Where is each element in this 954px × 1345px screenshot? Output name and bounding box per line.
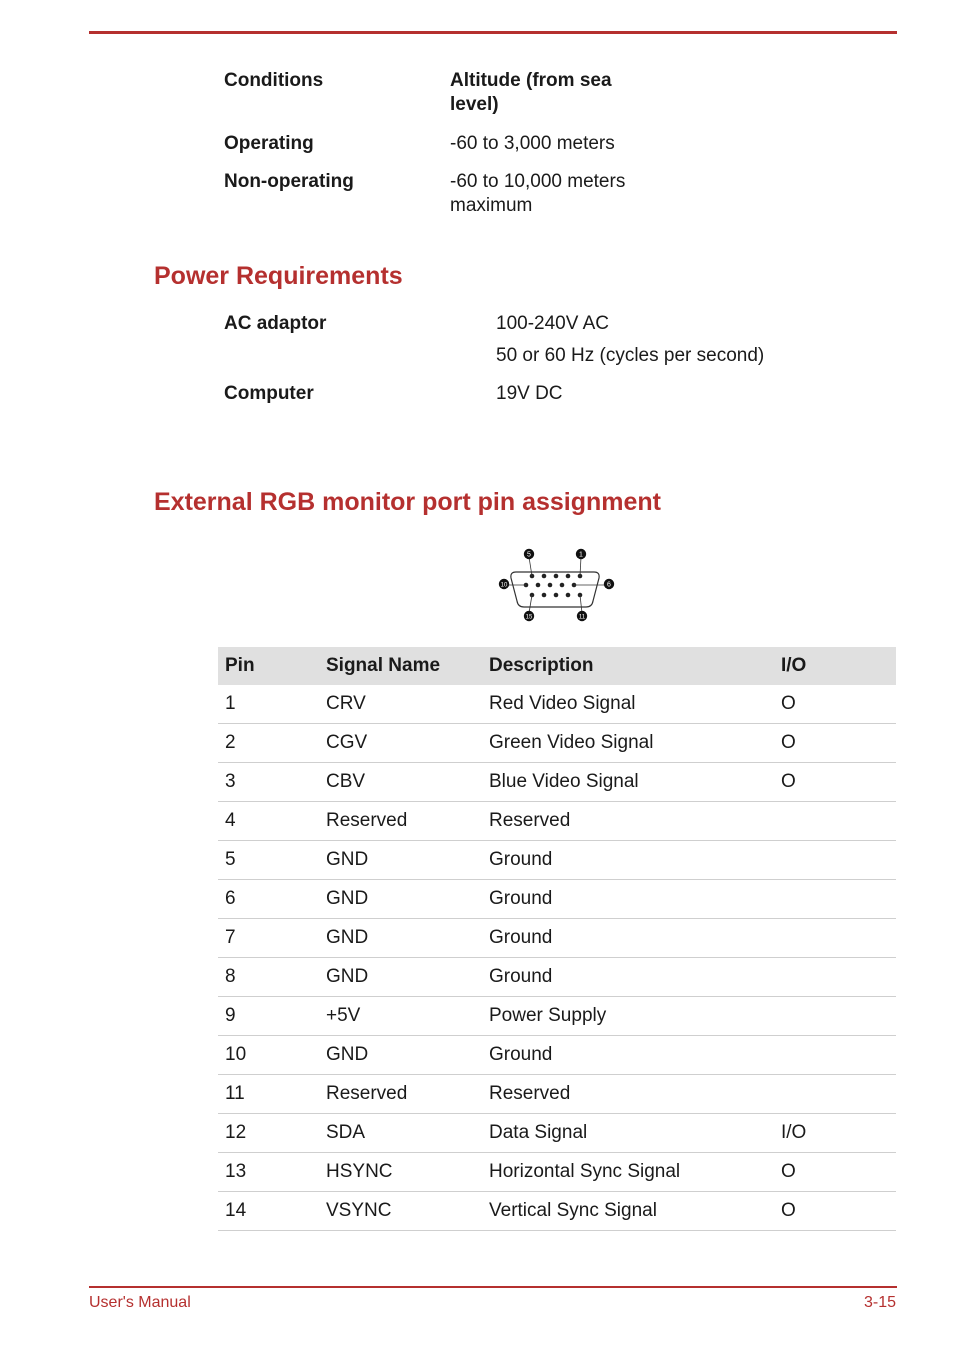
cell-io: I/O [774,1114,896,1153]
column-header-signal-name: Signal Name [319,647,482,685]
table-row [218,997,896,1036]
column-header-pin: Pin [218,647,319,685]
cell-signal-name: CBV [319,763,482,802]
cell-signal-name: VSYNC [319,1192,482,1231]
cell-description: Blue Video Signal [482,763,774,802]
table-row [218,1036,896,1075]
cell-signal-name: CRV [319,685,482,724]
column-header-io: I/O [774,647,896,685]
cell-pin: 9 [218,997,319,1036]
column-header-description: Description [482,647,774,685]
conditions-row-value: -60 to 3,000 meters [450,133,615,154]
conditions-header-value: Altitude (from sea level) [450,70,612,115]
cell-pin: 7 [218,919,319,958]
power-computer-label: Computer [224,383,314,404]
cell-signal-name: Reserved [319,1075,482,1114]
cell-description: Ground [482,841,774,880]
pin-11-label: 11 [578,614,586,621]
cell-signal-name: Reserved [319,802,482,841]
pin-10-badge [499,579,509,589]
power-ac-value-1: 100-240V AC [496,313,610,334]
pin-dot [536,583,541,588]
pin-dot [566,593,571,598]
cell-pin: 4 [218,802,319,841]
pin-5-badge [524,549,534,559]
cell-description: Reserved [482,802,774,841]
pin-15-label: 15 [525,614,533,621]
pin-6-label: 6 [607,581,611,589]
table-row [218,802,896,841]
table-row [218,685,896,724]
rgb-port-heading: External RGB monitor port pin assignment [154,488,661,516]
top-rule [89,31,897,34]
cell-description: Vertical Sync Signal [482,1192,774,1231]
cell-pin: 8 [218,958,319,997]
cell-pin: 12 [218,1114,319,1153]
cell-io: O [774,685,896,724]
pin-11-badge [577,611,587,621]
cell-io: O [774,763,896,802]
leader-line [580,595,582,613]
pin-dot [554,574,559,579]
cell-signal-name: GND [319,958,482,997]
cell-io: O [774,724,896,763]
conditions-row-value: -60 to 10,000 meters maximum [450,171,626,216]
power-computer-value: 19V DC [496,383,563,404]
cell-pin: 6 [218,880,319,919]
vga-connector-diagram [494,545,618,625]
pin-5-label: 5 [527,551,531,559]
cell-signal-name: GND [319,1036,482,1075]
cell-signal-name: SDA [319,1114,482,1153]
conditions-header-key: Conditions [224,70,324,91]
pin-dot [542,593,547,598]
cell-io [774,880,896,919]
cell-description: Data Signal [482,1114,774,1153]
table-row [218,1114,896,1153]
footer-manual-title: User's Manual [89,1294,191,1311]
conditions-row-key: Non-operating [224,171,354,192]
cell-signal-name: GND [319,880,482,919]
bottom-rule [89,1286,897,1288]
pin-dot [554,593,559,598]
cell-io [774,997,896,1036]
cell-io [774,1036,896,1075]
pin-15-badge [524,611,534,621]
table-row [218,841,896,880]
cell-description: Ground [482,880,774,919]
cell-pin: 5 [218,841,319,880]
pin-dot [548,583,553,588]
power-requirements-heading: Power Requirements [154,262,403,290]
cell-io [774,919,896,958]
table-row [218,1192,896,1231]
table-row [218,958,896,997]
cell-description: Ground [482,919,774,958]
pin-assignment-table [218,647,896,1231]
cell-signal-name: +5V [319,997,482,1036]
cell-pin: 1 [218,685,319,724]
cell-description: Horizontal Sync Signal [482,1153,774,1192]
table-header-row [218,647,896,685]
cell-pin: 14 [218,1192,319,1231]
cell-description: Ground [482,1036,774,1075]
cell-pin: 13 [218,1153,319,1192]
cell-signal-name: CGV [319,724,482,763]
table-row [218,880,896,919]
table-row [218,763,896,802]
leader-line [529,595,532,613]
cell-pin: 10 [218,1036,319,1075]
cell-description: Reserved [482,1075,774,1114]
pin-1-label: 1 [579,551,583,559]
cell-description: Ground [482,958,774,997]
conditions-row-key: Operating [224,133,314,154]
cell-io [774,841,896,880]
pin-6-badge [604,579,614,589]
cell-io: O [774,1153,896,1192]
cell-pin: 11 [218,1075,319,1114]
pin-dot [566,574,571,579]
leader-line [580,557,581,576]
cell-signal-name: GND [319,919,482,958]
cell-pin: 2 [218,724,319,763]
cell-io: O [774,1192,896,1231]
cell-io [774,1075,896,1114]
pin-10-label: 10 [500,582,508,589]
cell-description: Green Video Signal [482,724,774,763]
pin-dot [560,583,565,588]
table-row [218,724,896,763]
footer-page-number: 3-15 [863,1294,896,1311]
leader-line [529,557,532,576]
cell-io [774,958,896,997]
cell-pin: 3 [218,763,319,802]
cell-signal-name: HSYNC [319,1153,482,1192]
cell-description: Red Video Signal [482,685,774,724]
power-ac-label: AC adaptor [224,313,327,334]
cell-io [774,802,896,841]
table-row [218,1075,896,1114]
power-ac-value-2: 50 or 60 Hz (cycles per second) [496,345,765,366]
cell-signal-name: GND [319,841,482,880]
pin-dot [542,574,547,579]
pin-1-badge [576,549,586,559]
table-row [218,1153,896,1192]
cell-description: Power Supply [482,997,774,1036]
table-row [218,919,896,958]
